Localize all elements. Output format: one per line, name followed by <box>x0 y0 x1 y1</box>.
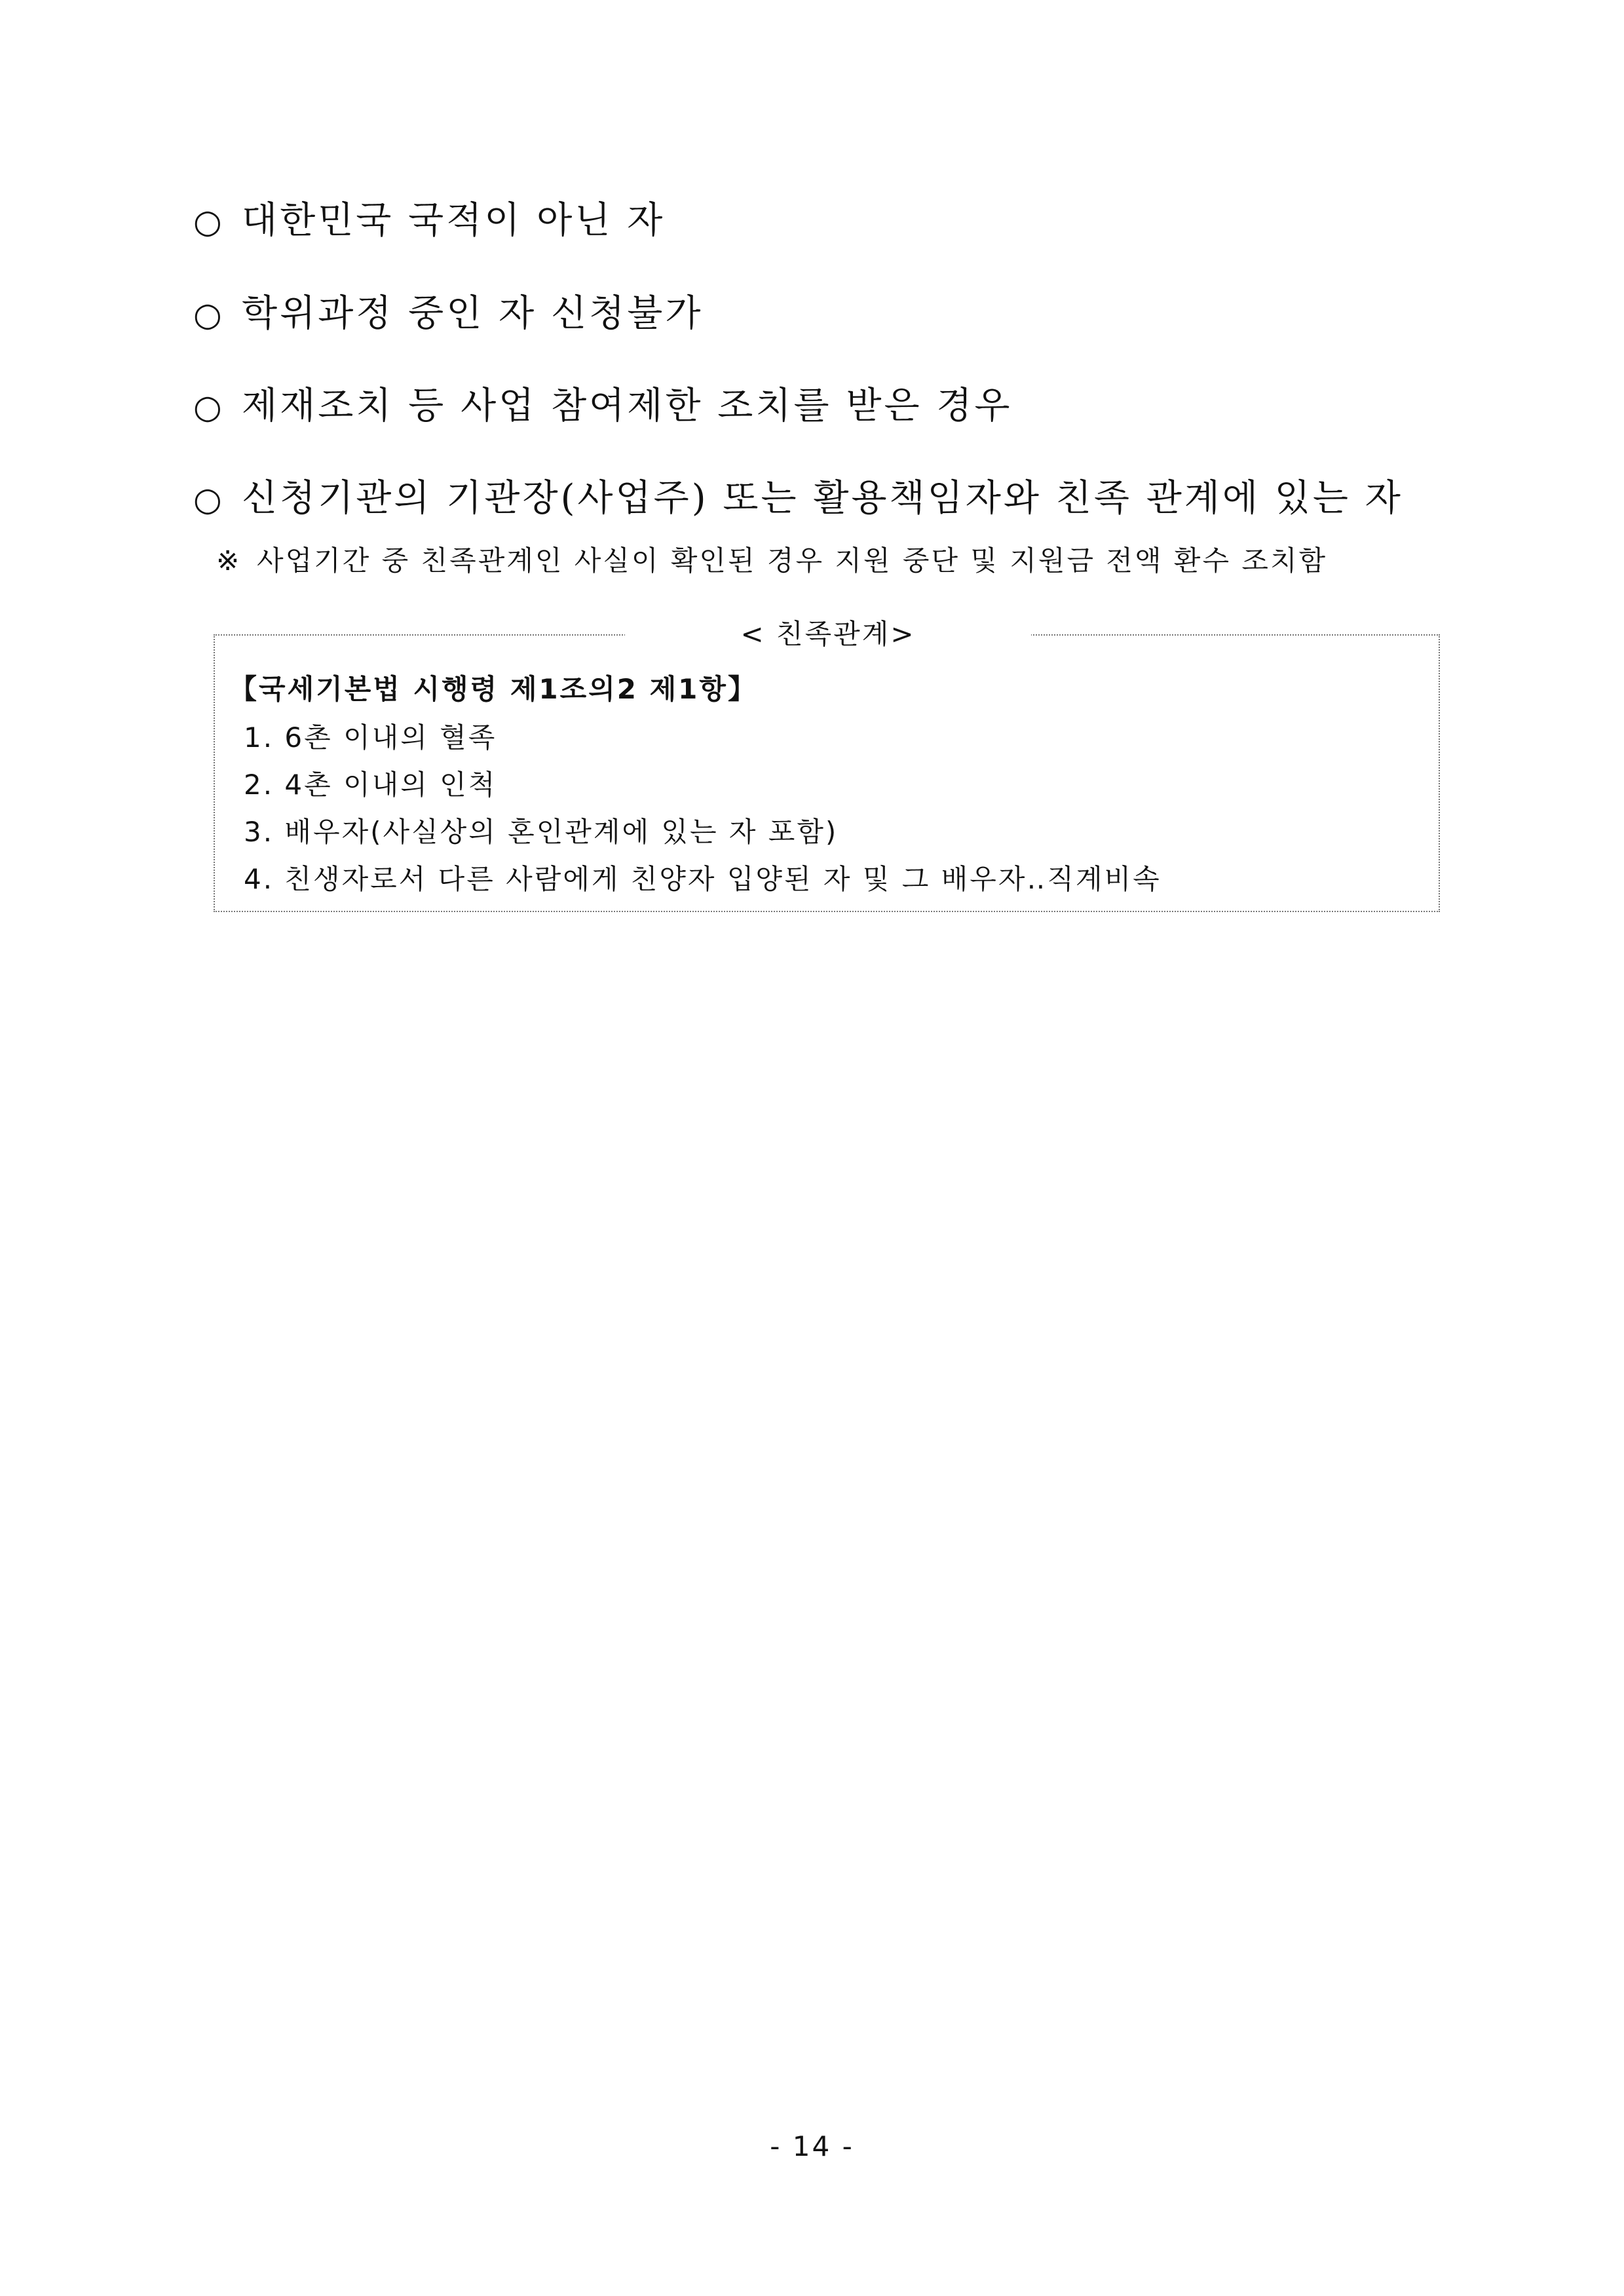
bullet-item <box>193 383 1013 430</box>
relatives-box-title: < 친족관계> <box>740 618 916 650</box>
relatives-list-item: 1. 6촌 이내의 혈족 <box>244 721 497 754</box>
page-number: - 14 - <box>770 2130 854 2162</box>
note-text: 사업기간 중 친족관계인 사실이 확인된 경우 지원 중단 및 지원금 전액 환수 조치함 <box>257 545 1328 577</box>
circle-bullet-icon: ○ <box>193 480 225 518</box>
circle-bullet-icon: ○ <box>193 202 225 240</box>
reference-mark-icon: ※ <box>216 545 242 577</box>
bullet-text: 대한민국 국적이 아닌 자 <box>242 199 666 242</box>
circle-bullet-icon: ○ <box>193 296 225 334</box>
bullet-item <box>193 476 1403 522</box>
bullet-item <box>193 291 703 337</box>
relatives-list-item: 2. 4촌 이내의 인척 <box>244 769 497 801</box>
bullet-text: 학위과정 중인 자 신청불가 <box>242 292 704 335</box>
relatives-list-item: 3. 배우자(사실상의 혼인관계에 있는 자 포함) <box>244 816 839 848</box>
circle-bullet-icon: ○ <box>193 388 225 426</box>
bullet-text: 제재조치 등 사업 참여제한 조치를 받은 경우 <box>242 385 1013 427</box>
relatives-box-heading: 【국세기본법 시행령 제1조의2 제1항】 <box>229 673 757 705</box>
bullet-item <box>193 198 665 244</box>
bullet-text: 신청기관의 기관장(사업주) 또는 활용책임자와 친족 관계에 있는 자 <box>242 477 1403 520</box>
note-line <box>216 543 1327 579</box>
relatives-list-item: 4. 친생자로서 다른 사람에게 친양자 입양된 자 및 그 배우자‥직계비속 <box>244 863 1161 895</box>
